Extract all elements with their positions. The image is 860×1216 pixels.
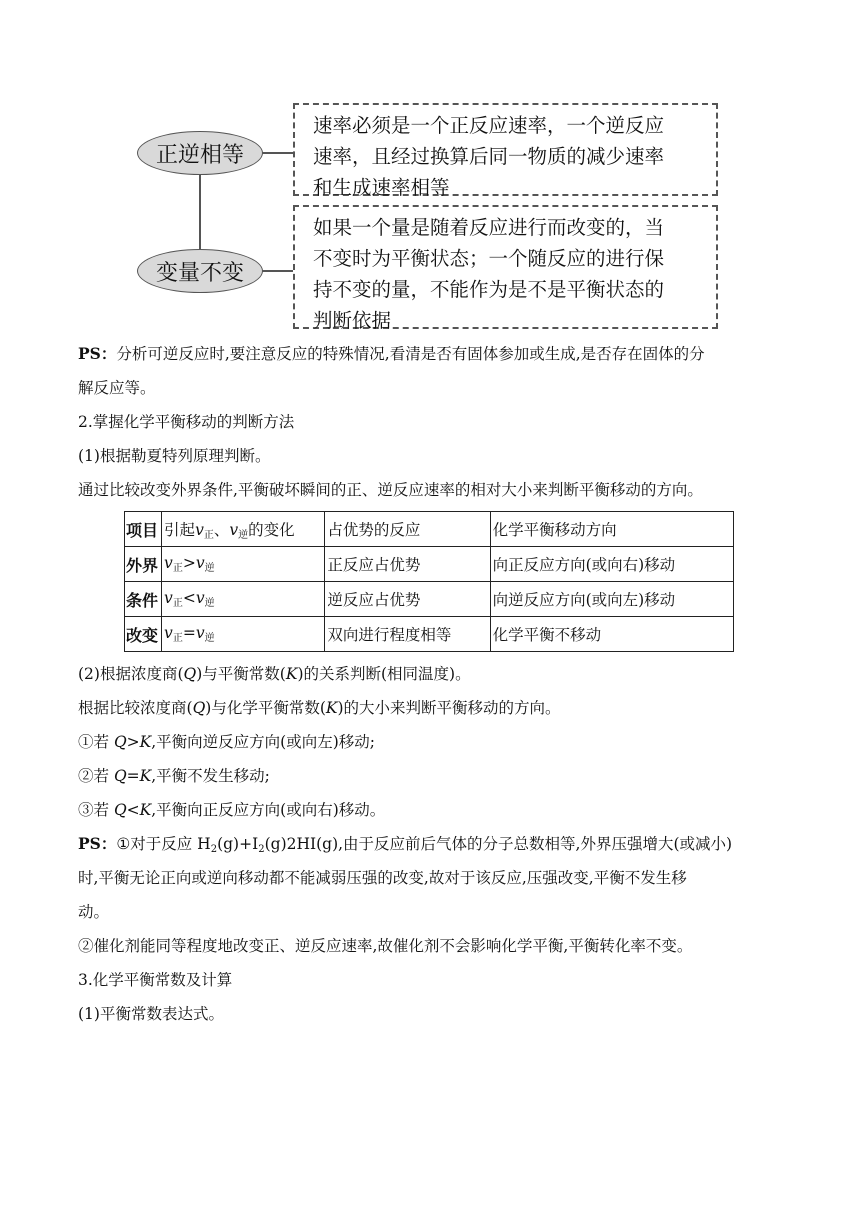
table-row: [125, 512, 734, 547]
list-item: ①若 Q>K,平衡向逆反应方向(或向左)移动;: [78, 733, 375, 751]
table-cell: 双向进行程度相等: [325, 617, 490, 652]
list-item: ②若 Q=K,平衡不发生移动;: [78, 767, 270, 785]
connector-1: [262, 152, 293, 154]
node-equal-rates: 正逆相等: [137, 131, 263, 175]
box2-line: 持不变的量，不能作为是不是平衡状态的: [313, 278, 665, 301]
box1-line: 速率必须是一个正反应速率，一个逆反应: [313, 114, 665, 137]
table-row: [125, 582, 734, 617]
box1-line: 速率，且经过换算后同一物质的减少速率: [313, 145, 665, 168]
table-cell: 外界: [125, 547, 162, 582]
paragraph: 根据比较浓度商(Q)与化学平衡常数(K)的大小来判断平衡移动的方向。: [78, 699, 561, 717]
ps-note-1-cont: 解反应等。: [78, 379, 156, 397]
box2-line: 如果一个量是随着反应进行而改变的，当: [313, 216, 665, 239]
connector-2: [262, 270, 293, 272]
ps-note-2-cont: 动。: [78, 903, 110, 921]
table-cell: 条件: [125, 582, 162, 617]
table-header-cell: 化学平衡移动方向: [490, 512, 733, 547]
table-cell: $v_正>v_逆$: [162, 547, 325, 582]
node-constant-variable: 变量不变: [137, 249, 263, 293]
table-header-cell: 引起$v_正$、$v_逆$的变化: [162, 512, 325, 547]
ps-label: PS：: [78, 344, 117, 363]
explanation-box-1: [293, 103, 718, 199]
subsection-heading: (2)根据浓度商(Q)与平衡常数(K)的关系判断(相同温度)。: [78, 665, 471, 683]
list-item: ③若 Q<K,平衡向正反应方向(或向右)移动。: [78, 801, 386, 819]
table-cell: 向正反应方向(或向右)移动: [490, 547, 733, 582]
ps-note-2-item: ②催化剂能同等程度地改变正、逆反应速率,故催化剂不会影响化学平衡,平衡转化率不变。: [78, 937, 693, 955]
table-cell: 向逆反应方向(或向左)移动: [490, 582, 733, 617]
box1-line: 和生成速率相等: [313, 176, 450, 199]
table-cell: 项目: [125, 512, 162, 547]
connector-vertical: [199, 174, 201, 249]
table-cell: 化学平衡不移动: [490, 617, 733, 652]
paragraph: 通过比较改变外界条件,平衡破坏瞬间的正、逆反应速率的相对大小来判断平衡移动的方向。: [78, 481, 703, 499]
table-cell: $v_正<v_逆$: [162, 582, 325, 617]
box2-line: 不变时为平衡状态；一个随反应的进行保: [313, 247, 665, 270]
table-header-cell: 占优势的反应: [325, 512, 490, 547]
explanation-box-2: [293, 205, 718, 332]
subsection-heading: (1)平衡常数表达式。: [78, 1005, 224, 1023]
table-cell: $v_正=v_逆$: [162, 617, 325, 652]
ps-note-2-cont: 时,平衡无论正向或逆向移动都不能减弱压强的改变,故对于该反应,压强改变,平衡不发生移: [78, 869, 687, 887]
table-cell: 正反应占优势: [325, 547, 490, 582]
section-heading: 2.掌握化学平衡移动的判断方法: [78, 413, 295, 431]
table-cell: 改变: [125, 617, 162, 652]
table-cell: 逆反应占优势: [325, 582, 490, 617]
concept-diagram: [0, 0, 860, 335]
section-heading: 3.化学平衡常数及计算: [78, 971, 233, 989]
box2-line: 判断依据: [313, 309, 392, 332]
ps-text: 分析可逆反应时,要注意反应的特殊情况,看清是否有固体参加或生成,是否存在固体的分: [116, 345, 705, 363]
subsection-heading: (1)根据勒夏特列原理判断。: [78, 447, 271, 465]
ps-note-1: [78, 342, 788, 364]
table-row: [125, 617, 734, 652]
table-row: [125, 547, 734, 582]
ps-note-2: PS：①对于反应 $H_2(g)+I_2(g)2HI(g)$,由于反应前后气体的分子总数相等,外界压强增大(或减小): [78, 834, 733, 855]
equilibrium-shift-table: [124, 511, 734, 652]
ps-label: PS：: [78, 834, 117, 853]
